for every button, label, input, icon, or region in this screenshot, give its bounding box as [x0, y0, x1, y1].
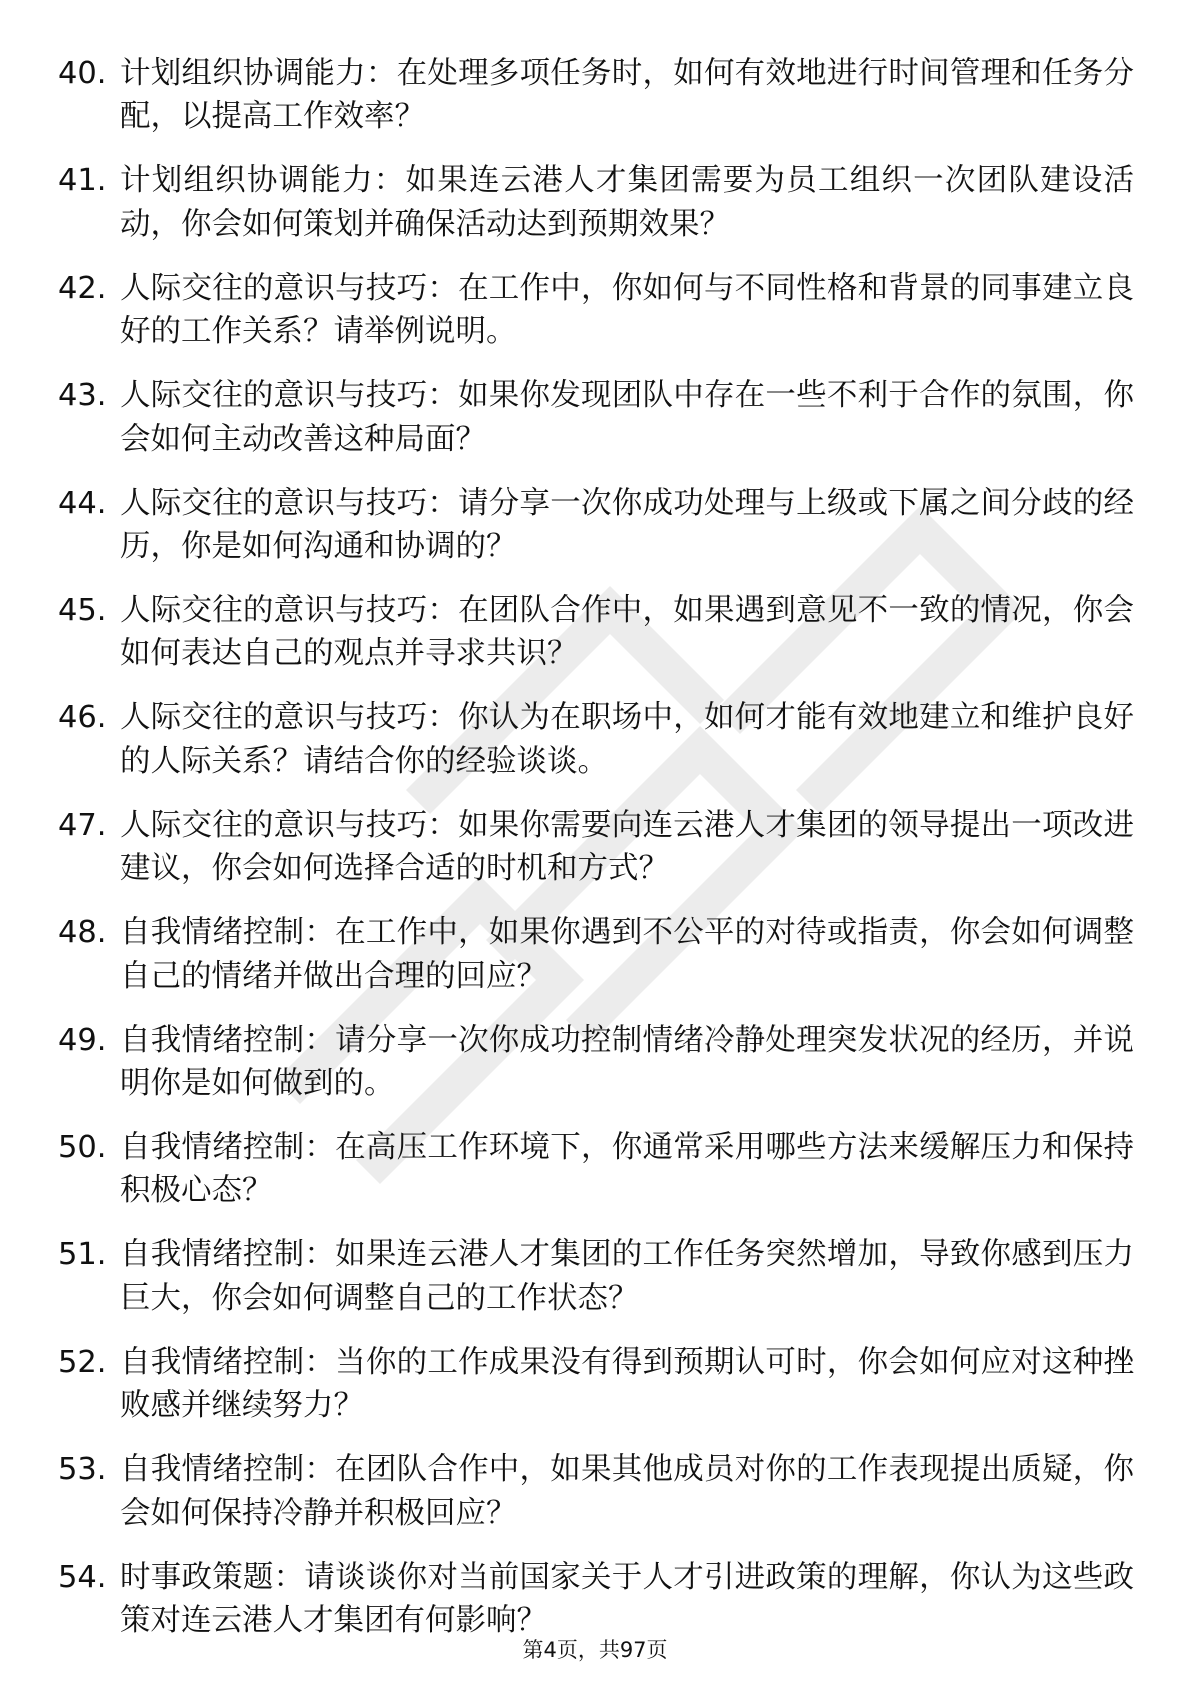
question-text: 自我情绪控制：如果连云港人才集团的工作任务突然增加，导致你感到压力巨大，你会如何调整自己的工作状态？ — [120, 1237, 1134, 1316]
question-text: 人际交往的意识与技巧：你认为在职场中，如何才能有效地建立和维护良好的人际关系？请结合你的经验谈谈。 — [120, 700, 1134, 779]
question-number: 51. — [58, 1237, 107, 1273]
question-list — [58, 52, 1134, 1663]
question-item — [58, 1448, 1134, 1535]
question-number: 40. — [58, 56, 107, 91]
question-text: 时事政策题：请谈谈你对当前国家关于人才引进政策的理解，你认为这些政策对连云港人才集团有何影响？ — [120, 1559, 1134, 1639]
question-text: 人际交往的意识与技巧：在工作中，你如何与不同性格和背景的同事建立良好的工作关系？请举例说明。 — [120, 270, 1134, 350]
question-number: 53. — [58, 1452, 107, 1488]
question-item — [58, 374, 1134, 461]
question-item — [58, 911, 1134, 998]
question-text: 自我情绪控制：在高压工作环境下，你通常采用哪些方法来缓解压力和保持积极心态？ — [120, 1130, 1134, 1209]
question-number: 54. — [58, 1559, 107, 1595]
question-text: 人际交往的意识与技巧：如果你需要向连云港人才集团的领导提出一项改进建议，你会如何选择合适的时机和方式？ — [120, 807, 1134, 887]
question-number: 42. — [58, 270, 107, 306]
question-text: 自我情绪控制：在团队合作中，如果其他成员对你的工作表现提出质疑，你会如何保持冷静并积极回应？ — [120, 1452, 1134, 1531]
question-number: 52. — [58, 1344, 107, 1380]
question-item — [58, 1341, 1134, 1428]
question-text: 人际交往的意识与技巧：如果你发现团队中存在一些不利于合作的氛围，你会如何主动改善这种局面？ — [120, 378, 1134, 457]
question-item — [58, 1233, 1134, 1320]
question-item — [58, 1126, 1134, 1213]
question-text: 计划组织协调能力：如果连云港人才集团需要为员工组织一次团队建设活动，你会如何策划并确保活动达到预期效果？ — [120, 163, 1134, 242]
question-number: 46. — [58, 700, 107, 736]
question-item — [58, 1556, 1134, 1643]
question-item — [58, 804, 1134, 891]
question-item — [58, 159, 1134, 246]
page-number: 第4页，共97页 — [522, 1638, 668, 1662]
question-number: 44. — [58, 485, 107, 521]
question-item — [58, 696, 1134, 783]
question-number: 41. — [58, 163, 107, 199]
question-item — [58, 589, 1134, 676]
question-text: 自我情绪控制：在工作中，如果你遇到不公平的对待或指责，你会如何调整自己的情绪并做出合理的回应？ — [120, 915, 1134, 994]
question-item — [58, 52, 1134, 139]
question-number: 48. — [58, 915, 107, 951]
question-text: 计划组织协调能力：在处理多项任务时，如何有效地进行时间管理和任务分配，以提高工作效率？ — [120, 56, 1134, 135]
question-item — [58, 1019, 1134, 1106]
question-number: 45. — [58, 593, 107, 629]
question-number: 50. — [58, 1130, 107, 1166]
question-number: 43. — [58, 378, 107, 414]
question-number: 47. — [58, 807, 107, 843]
question-number: 49. — [58, 1022, 107, 1058]
question-item — [58, 267, 1134, 354]
question-text: 自我情绪控制：当你的工作成果没有得到预期认可时，你会如何应对这种挫败感并继续努力？ — [120, 1344, 1134, 1424]
question-text: 人际交往的意识与技巧：在团队合作中，如果遇到意见不一致的情况，你会如何表达自己的观点并寻求共识？ — [120, 593, 1134, 672]
question-text: 人际交往的意识与技巧：请分享一次你成功处理与上级或下属之间分歧的经历，你是如何沟通和协调的？ — [120, 485, 1134, 565]
question-text: 自我情绪控制：请分享一次你成功控制情绪冷静处理突发状况的经历，并说明你是如何做到的。 — [120, 1022, 1134, 1102]
question-item — [58, 482, 1134, 569]
